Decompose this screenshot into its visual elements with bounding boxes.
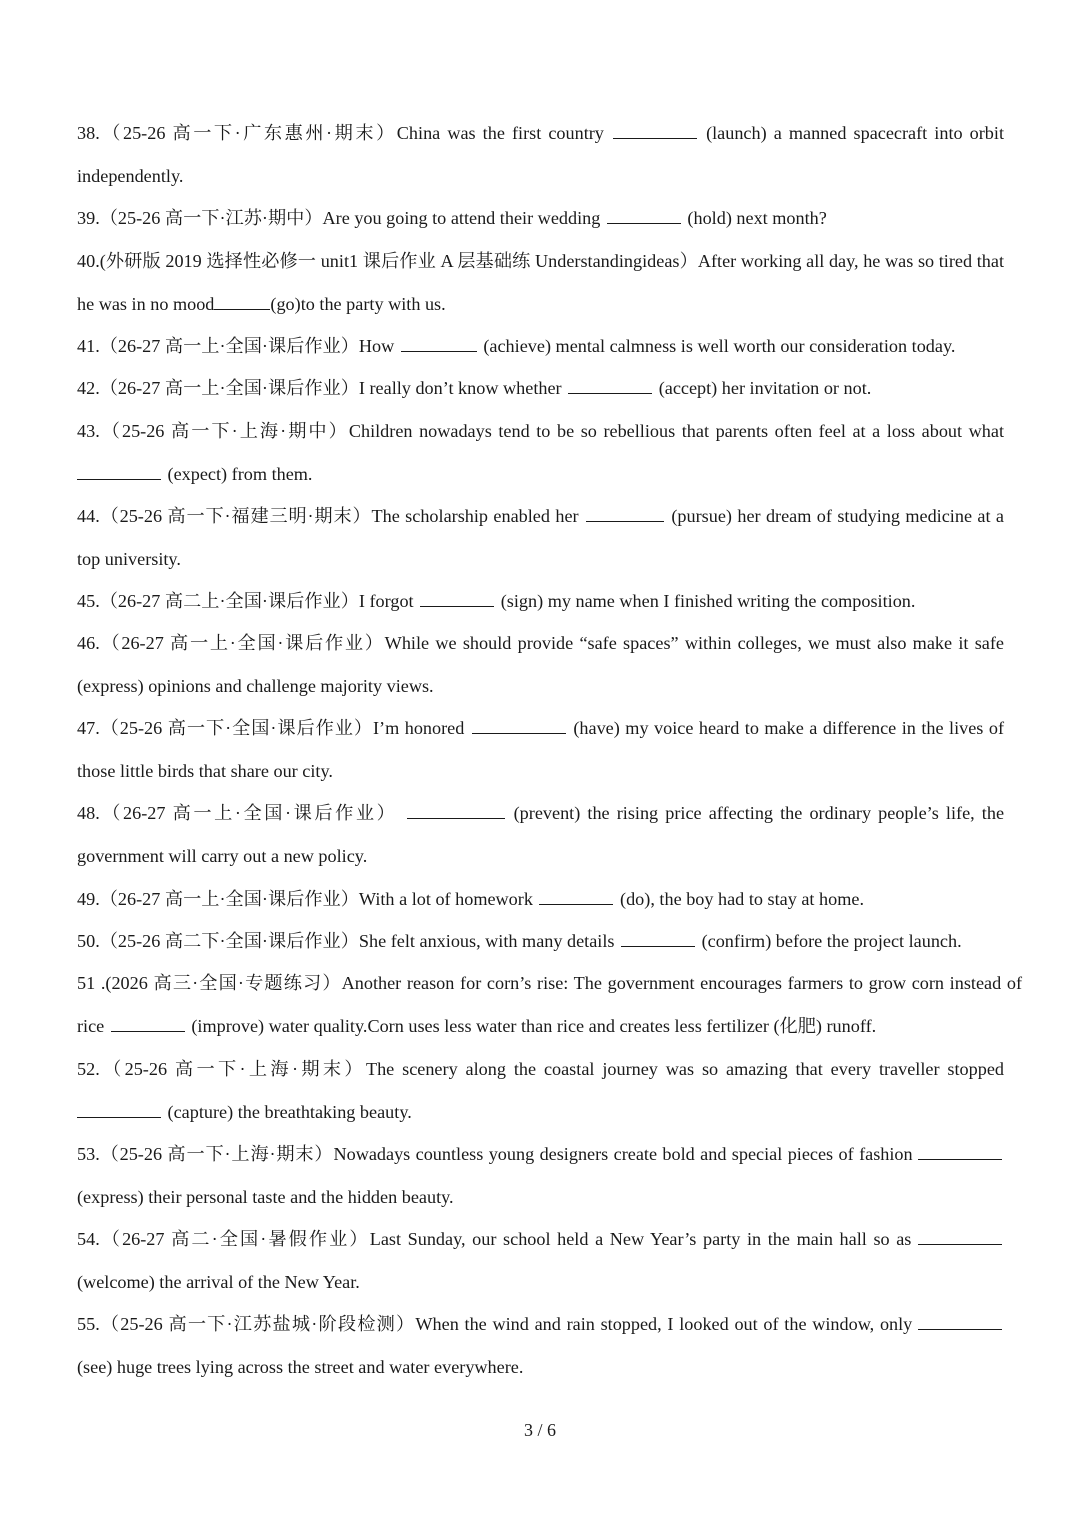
- question-number: 40.: [77, 251, 100, 271]
- question-source: （25-26 高一下·广东惠州·期末）: [99, 123, 397, 143]
- question-number: 49.: [77, 889, 100, 909]
- question-source: （25-26 高一下·江苏·期中）: [99, 208, 323, 228]
- answer-blank[interactable]: [607, 205, 681, 224]
- question-hint: (confirm) before the project launch.: [701, 931, 962, 951]
- question-number: 54.: [77, 1229, 100, 1249]
- question-number: 46.: [77, 633, 100, 653]
- question-number: 39.: [77, 208, 100, 228]
- answer-blank[interactable]: [77, 1099, 161, 1118]
- question-source: （25-26 高一下·福建三明·期末）: [99, 506, 372, 526]
- question-number: 45.: [77, 591, 100, 611]
- question-hint: (see) huge trees lying across the street and water everywhere.: [77, 1356, 524, 1377]
- question-stem: After working all day, he was so tired that he was in no mood: [77, 251, 1004, 314]
- question-number: 48.: [77, 803, 100, 823]
- question-hint: (capture) the breathtaking beauty.: [167, 1101, 412, 1122]
- question-hint: (accept) her invitation or not.: [658, 378, 872, 398]
- answer-blank[interactable]: [420, 588, 494, 607]
- question-41: [77, 325, 1004, 368]
- question-source: （26-27 高二·全国·暑假作业）: [99, 1229, 370, 1249]
- question-stem: Are you going to attend their wedding: [322, 208, 601, 228]
- question-stem: Nowadays countless young designers create bold and special pieces of fashion: [333, 1144, 913, 1164]
- question-stem: Another reason for corn’s rise: The government encourages farmers to grow corn instead of rice: [77, 973, 1023, 1036]
- answer-blank[interactable]: [586, 503, 664, 522]
- question-number: 53.: [77, 1144, 100, 1164]
- question-source: （26-27 高一上·全国·课后作业）: [99, 378, 359, 398]
- question-44: [77, 495, 1004, 580]
- question-number: 44.: [77, 506, 100, 526]
- question-hint: (do), the boy had to stay at home.: [620, 889, 864, 909]
- question-hint: (achieve) mental calmness is well worth our consideration today.: [483, 336, 956, 356]
- question-number: 52.: [77, 1059, 100, 1079]
- question-source: （25-26 高一下·全国·课后作业）: [99, 718, 373, 738]
- question-stem: I forgot: [358, 591, 414, 611]
- question-hint: (pursue) her dream of studying medicine at a top university.: [77, 506, 1005, 569]
- question-stem: While we should provide “safe spaces” within colleges, we must also make it safe: [384, 633, 1004, 653]
- answer-blank[interactable]: [407, 800, 505, 819]
- answer-blank[interactable]: [472, 715, 566, 734]
- question-48: [77, 792, 1004, 877]
- question-hint: (improve) water quality.Corn uses less water than rice and creates less fertilizer (化肥) runoff.: [191, 1015, 877, 1036]
- question-stem: How: [358, 336, 395, 356]
- question-40: [77, 240, 1004, 325]
- question-source: （26-27 高一上·全国·课后作业）: [99, 336, 359, 356]
- answer-blank[interactable]: [77, 461, 161, 480]
- question-stem: Last Sunday, our school held a New Year’s party in the main hall so as: [369, 1229, 912, 1249]
- question-hint: (hold) next month?: [687, 208, 827, 228]
- question-stem: The scholarship enabled her: [371, 506, 579, 526]
- question-54: [77, 1218, 1004, 1303]
- question-stem: China was the first country: [396, 123, 604, 143]
- question-50: [77, 920, 1004, 963]
- question-source: （25-26 高一下·江苏盐城·阶段检测）: [99, 1314, 416, 1334]
- question-stem: With a lot of homework: [358, 889, 533, 909]
- answer-blank[interactable]: [621, 928, 695, 947]
- question-51: [77, 962, 1022, 1047]
- question-number: 42.: [77, 378, 100, 398]
- question-38: [77, 112, 1004, 197]
- answer-blank[interactable]: [613, 120, 697, 139]
- question-43: [77, 410, 1004, 495]
- question-source: （25-26 高一下·上海·期中）: [99, 421, 349, 441]
- question-number: 41.: [77, 336, 100, 356]
- question-45: [77, 580, 1004, 623]
- question-stem: I’m honored: [373, 718, 465, 738]
- question-number: 47.: [77, 718, 100, 738]
- question-39: [77, 197, 1004, 240]
- question-number: 50.: [77, 931, 100, 951]
- question-stem: She felt anxious, with many details: [358, 931, 615, 951]
- question-hint: (expect) from them.: [167, 463, 313, 484]
- question-source: （25-26 高一下·上海·期末）: [99, 1144, 334, 1164]
- answer-blank[interactable]: [568, 375, 652, 394]
- answer-blank[interactable]: [918, 1141, 1002, 1160]
- page-number: 3 / 6: [523, 1420, 556, 1440]
- question-stem: When the wind and rain stopped, I looked out of the window, only: [415, 1314, 913, 1334]
- question-hint: (have) my voice heard to make a difference in the lives of those little birds that share our city.: [77, 718, 1005, 781]
- question-47: [77, 707, 1004, 792]
- answer-blank[interactable]: [918, 1311, 1002, 1330]
- question-number: 51 .: [77, 973, 106, 993]
- question-stem: The scenery along the coastal journey was so amazing that every traveller stopped: [365, 1059, 1004, 1079]
- answer-blank[interactable]: [214, 291, 270, 310]
- question-hint: (welcome) the arrival of the New Year.: [77, 1271, 360, 1292]
- question-hint: (go)to the party with us.: [270, 293, 446, 314]
- question-source: (外研版 2019 选择性必修一 unit1 课后作业 A 层基础练 Understandingideas）: [99, 251, 698, 271]
- question-46: [77, 622, 1004, 707]
- question-source: （26-27 高一上·全国·课后作业）: [99, 633, 385, 653]
- question-number: 43.: [77, 421, 100, 441]
- question-number: 55.: [77, 1314, 100, 1334]
- question-source: （25-26 高二下·全国·课后作业）: [99, 931, 359, 951]
- question-source: （25-26 高一下·上海·期末）: [99, 1059, 366, 1079]
- question-52: [77, 1048, 1004, 1133]
- question-source: （26-27 高一上·全国·课后作业）: [99, 889, 359, 909]
- question-hint: (prevent) the rising price affecting the ordinary people’s life, the government will carry out a new policy.: [77, 803, 1005, 866]
- question-49: [77, 878, 1004, 921]
- question-hint: (express) their personal taste and the hidden beauty.: [77, 1186, 454, 1207]
- question-stem: Children nowadays tend to be so rebellious that parents often feel at a loss about what: [348, 421, 1004, 441]
- question-source: （26-27 高一上·全国·课后作业）: [99, 803, 398, 823]
- question-hint: (launch) a manned spacecraft into orbit independently.: [77, 123, 1005, 186]
- question-number: 38.: [77, 123, 100, 143]
- question-55: [77, 1303, 1004, 1388]
- question-stem: I really don’t know whether: [358, 378, 562, 398]
- answer-blank[interactable]: [918, 1226, 1002, 1245]
- answer-blank[interactable]: [401, 333, 477, 352]
- question-hint: (express) opinions and challenge majority views.: [77, 675, 434, 696]
- question-53: [77, 1133, 1004, 1218]
- answer-blank[interactable]: [539, 886, 613, 905]
- question-source: (2026 高三·全国·专题练习）: [105, 973, 342, 993]
- answer-blank[interactable]: [111, 1013, 185, 1032]
- question-hint: (sign) my name when I finished writing the composition.: [500, 591, 916, 611]
- question-source: （26-27 高二上·全国·课后作业）: [99, 591, 359, 611]
- question-42: [77, 367, 1004, 410]
